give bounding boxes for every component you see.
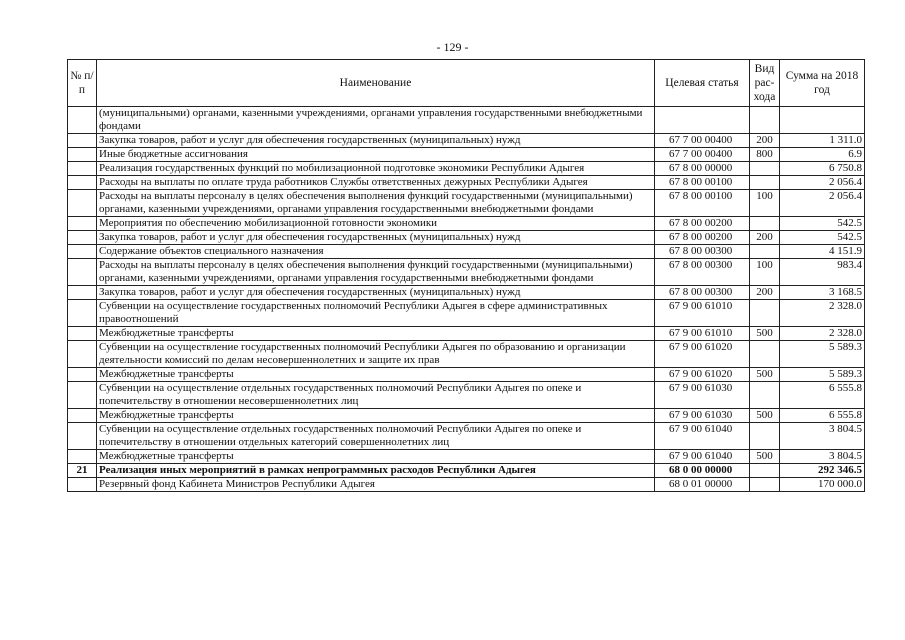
row-target-code: 67 8 00 00100 bbox=[655, 190, 750, 217]
row-expense-type: 200 bbox=[750, 231, 780, 245]
row-target-code: 67 9 00 61020 bbox=[655, 341, 750, 368]
row-expense-type: 100 bbox=[750, 259, 780, 286]
row-expense-type bbox=[750, 245, 780, 259]
row-expense-type bbox=[750, 478, 780, 492]
row-expense-type bbox=[750, 217, 780, 231]
row-sum: 2 056.4 bbox=[780, 176, 865, 190]
row-name: Межбюджетные трансферты bbox=[97, 327, 655, 341]
row-sum: 4 151.9 bbox=[780, 245, 865, 259]
row-number bbox=[68, 327, 97, 341]
row-sum: 5 589.3 bbox=[780, 368, 865, 382]
table-row bbox=[68, 450, 865, 464]
row-target-code: 67 7 00 00400 bbox=[655, 148, 750, 162]
row-target-code bbox=[655, 107, 750, 134]
row-number bbox=[68, 341, 97, 368]
row-name: Закупка товаров, работ и услуг для обеспечения государственных (муниципальных) нужд bbox=[97, 286, 655, 300]
row-sum: 6 750.8 bbox=[780, 162, 865, 176]
row-name: Субвенции на осуществление государственных полномочий Республики Адыгея в сфере административных правоотношений bbox=[97, 300, 655, 327]
row-target-code: 67 9 00 61030 bbox=[655, 409, 750, 423]
row-expense-type: 500 bbox=[750, 368, 780, 382]
row-number bbox=[68, 382, 97, 409]
table-row bbox=[68, 134, 865, 148]
table-row bbox=[68, 286, 865, 300]
row-number bbox=[68, 450, 97, 464]
row-name: Резервный фонд Кабинета Министров Республики Адыгея bbox=[97, 478, 655, 492]
table-row bbox=[68, 341, 865, 368]
row-target-code: 67 8 00 00000 bbox=[655, 162, 750, 176]
row-number bbox=[68, 300, 97, 327]
row-expense-type bbox=[750, 300, 780, 327]
table-row bbox=[68, 368, 865, 382]
row-target-code: 68 0 01 00000 bbox=[655, 478, 750, 492]
row-name: Межбюджетные трансферты bbox=[97, 450, 655, 464]
table-row bbox=[68, 259, 865, 286]
row-number bbox=[68, 245, 97, 259]
row-sum: 170 000.0 bbox=[780, 478, 865, 492]
row-name: (муниципальными) органами, казенными учреждениями, органами управления государственными внебюджетными фондами bbox=[97, 107, 655, 134]
table-row bbox=[68, 107, 865, 134]
row-sum: 292 346.5 bbox=[780, 464, 865, 478]
row-expense-type bbox=[750, 176, 780, 190]
row-target-code: 67 8 00 00100 bbox=[655, 176, 750, 190]
row-expense-type bbox=[750, 162, 780, 176]
row-expense-type bbox=[750, 464, 780, 478]
row-sum: 3 804.5 bbox=[780, 450, 865, 464]
row-sum: 2 056.4 bbox=[780, 190, 865, 217]
row-name: Субвенции на осуществление отдельных государственных полномочий Республики Адыгея по опеке и попечительству в отношении несовершеннолетних лиц bbox=[97, 382, 655, 409]
row-expense-type: 800 bbox=[750, 148, 780, 162]
table-row bbox=[68, 382, 865, 409]
row-expense-type: 200 bbox=[750, 286, 780, 300]
header-code: Целевая статья bbox=[655, 60, 750, 107]
row-expense-type: 500 bbox=[750, 409, 780, 423]
table-row bbox=[68, 300, 865, 327]
budget-table bbox=[67, 59, 865, 492]
row-number bbox=[68, 478, 97, 492]
row-sum: 983.4 bbox=[780, 259, 865, 286]
row-name: Закупка товаров, работ и услуг для обеспечения государственных (муниципальных) нужд bbox=[97, 134, 655, 148]
row-expense-type: 500 bbox=[750, 327, 780, 341]
header-num: № п/п bbox=[68, 60, 97, 107]
table-row bbox=[68, 478, 865, 492]
row-name: Межбюджетные трансферты bbox=[97, 368, 655, 382]
table-row bbox=[68, 245, 865, 259]
row-target-code: 68 0 00 00000 bbox=[655, 464, 750, 478]
row-sum: 1 311.0 bbox=[780, 134, 865, 148]
row-sum: 2 328.0 bbox=[780, 327, 865, 341]
row-name: Реализация государственных функций по мобилизационной подготовке экономики Республики Адыгея bbox=[97, 162, 655, 176]
row-number bbox=[68, 162, 97, 176]
row-number bbox=[68, 423, 97, 450]
row-target-code: 67 8 00 00300 bbox=[655, 245, 750, 259]
row-sum: 542.5 bbox=[780, 217, 865, 231]
row-target-code: 67 9 00 61010 bbox=[655, 300, 750, 327]
table-row bbox=[68, 190, 865, 217]
row-target-code: 67 9 00 61030 bbox=[655, 382, 750, 409]
row-sum: 6.9 bbox=[780, 148, 865, 162]
row-target-code: 67 9 00 61040 bbox=[655, 423, 750, 450]
row-target-code: 67 8 00 00200 bbox=[655, 231, 750, 245]
row-target-code: 67 8 00 00300 bbox=[655, 286, 750, 300]
table-row bbox=[68, 423, 865, 450]
page-number: - 129 - bbox=[436, 40, 469, 54]
row-expense-type: 200 bbox=[750, 134, 780, 148]
row-target-code: 67 9 00 61010 bbox=[655, 327, 750, 341]
table-row bbox=[68, 148, 865, 162]
header-sum: Сумма на 2018 год bbox=[780, 60, 865, 107]
row-name: Субвенции на осуществление отдельных государственных полномочий Республики Адыгея по опеке и попечительству в отношении отдельных категорий совершеннолетних лиц bbox=[97, 423, 655, 450]
row-number bbox=[68, 286, 97, 300]
row-name: Содержание объектов специального назначения bbox=[97, 245, 655, 259]
row-expense-type: 500 bbox=[750, 450, 780, 464]
row-name: Реализация иных мероприятий в рамках непрограммных расходов Республики Адыгея bbox=[97, 464, 655, 478]
table-row bbox=[68, 327, 865, 341]
row-sum: 6 555.8 bbox=[780, 382, 865, 409]
table-row bbox=[68, 217, 865, 231]
row-name: Иные бюджетные ассигнования bbox=[97, 148, 655, 162]
row-sum bbox=[780, 107, 865, 134]
row-number bbox=[68, 217, 97, 231]
row-sum: 542.5 bbox=[780, 231, 865, 245]
row-sum: 3 168.5 bbox=[780, 286, 865, 300]
row-number: 21 bbox=[68, 464, 97, 478]
row-expense-type bbox=[750, 107, 780, 134]
row-number bbox=[68, 368, 97, 382]
header-name: Наименование bbox=[97, 60, 655, 107]
row-number bbox=[68, 231, 97, 245]
row-number bbox=[68, 107, 97, 134]
table-row bbox=[68, 162, 865, 176]
row-number bbox=[68, 259, 97, 286]
row-expense-type bbox=[750, 423, 780, 450]
header-vid: Вид рас-хода bbox=[750, 60, 780, 107]
row-name: Мероприятия по обеспечению мобилизационной готовности экономики bbox=[97, 217, 655, 231]
row-target-code: 67 7 00 00400 bbox=[655, 134, 750, 148]
row-sum: 5 589.3 bbox=[780, 341, 865, 368]
table-body bbox=[68, 107, 865, 492]
row-number bbox=[68, 148, 97, 162]
row-name: Расходы на выплаты по оплате труда работников Службы ответственных дежурных Республики Адыгея bbox=[97, 176, 655, 190]
row-target-code: 67 8 00 00300 bbox=[655, 259, 750, 286]
table-row bbox=[68, 464, 865, 478]
row-target-code: 67 9 00 61040 bbox=[655, 450, 750, 464]
row-name: Межбюджетные трансферты bbox=[97, 409, 655, 423]
row-number bbox=[68, 176, 97, 190]
row-sum: 3 804.5 bbox=[780, 423, 865, 450]
row-name: Закупка товаров, работ и услуг для обеспечения государственных (муниципальных) нужд bbox=[97, 231, 655, 245]
row-name: Расходы на выплаты персоналу в целях обеспечения выполнения функций государственными (муниципальными) органами, казенными учреждениями, органами управления государственными внебюджетными фондами bbox=[97, 190, 655, 217]
row-sum: 2 328.0 bbox=[780, 300, 865, 327]
row-number bbox=[68, 409, 97, 423]
table-header-row bbox=[68, 60, 865, 107]
row-name: Расходы на выплаты персоналу в целях обеспечения выполнения функций государственными (муниципальными) органами, казенными учреждениями, органами управления государственными внебюджетными фондами bbox=[97, 259, 655, 286]
row-target-code: 67 8 00 00200 bbox=[655, 217, 750, 231]
row-expense-type bbox=[750, 382, 780, 409]
row-number bbox=[68, 134, 97, 148]
table-row bbox=[68, 176, 865, 190]
table-row bbox=[68, 231, 865, 245]
row-number bbox=[68, 190, 97, 217]
table-row bbox=[68, 409, 865, 423]
row-target-code: 67 9 00 61020 bbox=[655, 368, 750, 382]
row-sum: 6 555.8 bbox=[780, 409, 865, 423]
row-name: Субвенции на осуществление государственных полномочий Республики Адыгея по образованию и организации деятельности комиссий по делам несовершеннолетних и защите их прав bbox=[97, 341, 655, 368]
row-expense-type: 100 bbox=[750, 190, 780, 217]
row-expense-type bbox=[750, 341, 780, 368]
